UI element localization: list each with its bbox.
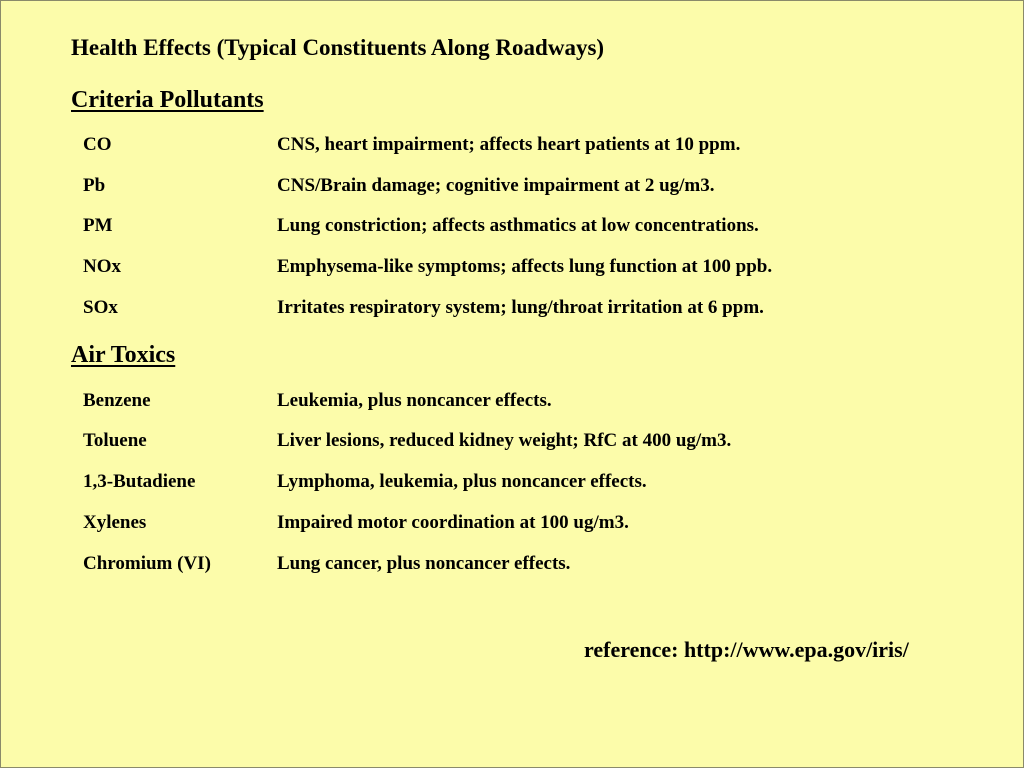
table-row xyxy=(1,553,1001,579)
table-row xyxy=(1,175,1001,201)
toxic-name: Toluene xyxy=(83,430,147,451)
section-heading-air-toxics: Air Toxics xyxy=(71,342,176,368)
slide-title: Health Effects (Typical Constituents Along Roadways) xyxy=(71,35,605,60)
pollutant-name: CO xyxy=(83,134,112,155)
table-row xyxy=(1,430,1001,456)
toxic-name: Xylenes xyxy=(83,512,147,533)
pollutant-effect: Emphysema-like symptoms; affects lung function at 100 ppb. xyxy=(277,256,773,277)
table-row xyxy=(1,215,1001,241)
table-row xyxy=(1,512,1001,538)
toxic-effect: Liver lesions, reduced kidney weight; RfC at 400 ug/m3. xyxy=(277,430,732,451)
table-row xyxy=(1,256,1001,282)
table-row xyxy=(1,134,1001,160)
pollutant-name: SOx xyxy=(83,297,118,318)
reference-text: reference: http://www.epa.gov/iris/ xyxy=(584,637,909,662)
toxic-name: Benzene xyxy=(83,390,151,411)
toxic-effect: Leukemia, plus noncancer effects. xyxy=(277,390,552,411)
toxic-name: 1,3-Butadiene xyxy=(83,471,196,492)
toxic-effect: Impaired motor coordination at 100 ug/m3. xyxy=(277,512,629,533)
pollutant-effect: CNS, heart impairment; affects heart patients at 10 ppm. xyxy=(277,134,741,155)
table-row xyxy=(1,471,1001,497)
toxic-name: Chromium (VI) xyxy=(83,553,211,574)
pollutant-name: Pb xyxy=(83,175,106,196)
table-row xyxy=(1,390,1001,416)
pollutant-effect: Irritates respiratory system; lung/throat irritation at 6 ppm. xyxy=(277,297,764,318)
pollutant-effect: Lung constriction; affects asthmatics at low concentrations. xyxy=(277,215,759,236)
toxic-effect: Lung cancer, plus noncancer effects. xyxy=(277,553,571,574)
pollutant-effect: CNS/Brain damage; cognitive impairment at 2 ug/m3. xyxy=(277,175,715,196)
pollutant-name: NOx xyxy=(83,256,121,277)
toxic-effect: Lymphoma, leukemia, plus noncancer effects. xyxy=(277,471,647,492)
section-heading-criteria-pollutants: Criteria Pollutants xyxy=(71,87,264,113)
table-row xyxy=(1,297,1001,323)
pollutant-name: PM xyxy=(83,215,113,236)
